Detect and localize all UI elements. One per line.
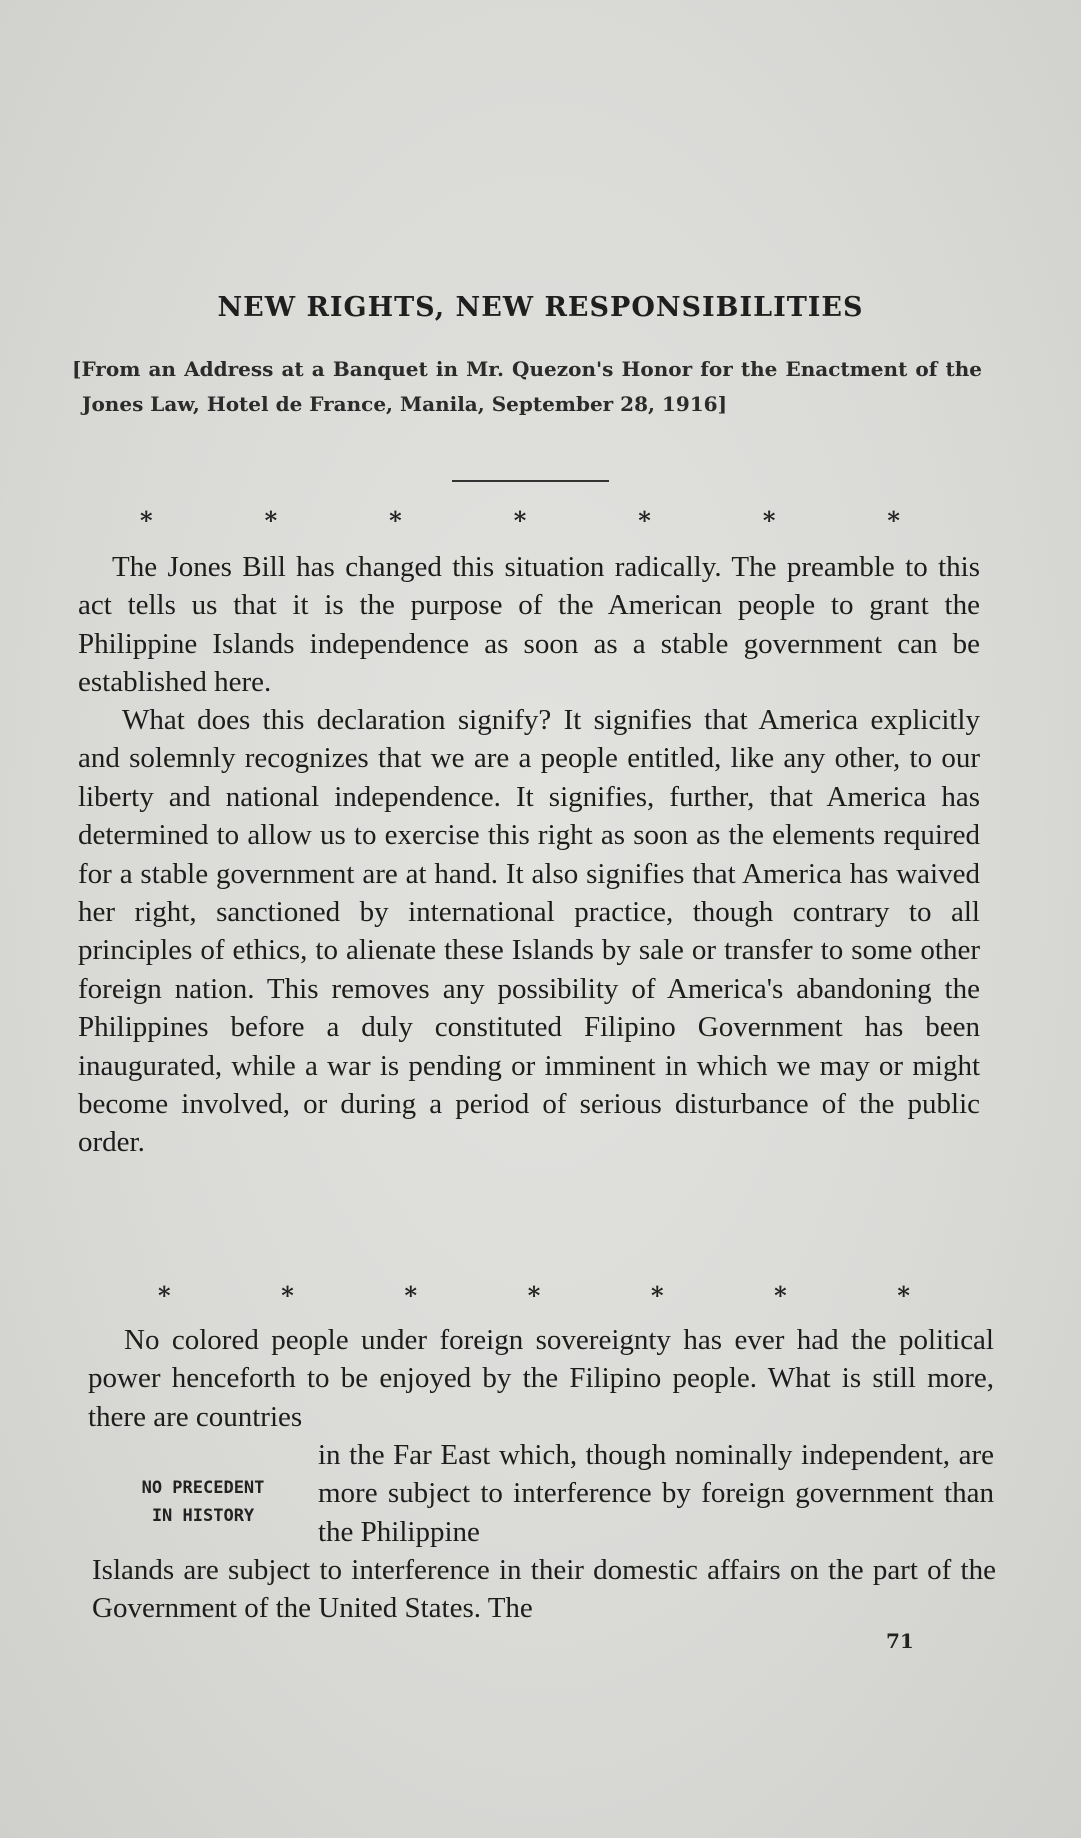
divider-rule bbox=[452, 480, 609, 482]
paragraph-2: What does this declaration signify? It signifies that America explicitly and solemnly recognizes that we are a people entitled, like any other, to our liberty and national independence. It signifies, further, that America has determined to allow us to exercise this right as soon as the elements required for a stable government are at hand. It also signifies that America has waived her right, sanctioned by international practice, though contrary to all principles of ethics, to alienate these Islands by sale or transfer to some other foreign nation. This removes any possibility of America's abandoning the Philippines before a duly constituted Filipino Government has been inaugurated, while a war is pending or imminent in which we may or might become involved, or during a period of serious disturbance of the public order. bbox=[78, 704, 980, 1159]
paragraph-3-end: Islands are subject to interference in their domestic affairs on the part of the Government of the United States. The bbox=[92, 1554, 996, 1625]
margin-sidenote bbox=[98, 1474, 308, 1530]
separator-star: * bbox=[264, 506, 278, 535]
separator-star: * bbox=[527, 1281, 541, 1310]
paragraph-3-start: No colored people under foreign sovereignty has ever had the political power henceforth to be enjoyed by the Filipino people. What is still more, there are countries bbox=[88, 1324, 994, 1433]
separator-star: * bbox=[140, 506, 153, 535]
separator-stars-bottom bbox=[158, 1281, 910, 1310]
separator-star: * bbox=[404, 1281, 418, 1310]
sidenote-line-2: IN HISTORY bbox=[151, 1506, 255, 1526]
separator-star: * bbox=[897, 1281, 910, 1310]
separator-star: * bbox=[887, 506, 900, 535]
separator-star: * bbox=[774, 1281, 787, 1310]
separator-star: * bbox=[638, 506, 651, 535]
separator-star: * bbox=[650, 1281, 664, 1310]
separator-star: * bbox=[389, 506, 402, 535]
paragraph-3-indented: in the Far East which, though nominally independent, are more subject to interference by foreign government than the Philippine bbox=[318, 1439, 994, 1548]
separator-star: * bbox=[762, 506, 776, 535]
page-number: 71 bbox=[886, 1629, 914, 1653]
sidenote-line-1: NO PRECEDENT bbox=[141, 1478, 265, 1498]
separator-star: * bbox=[281, 1281, 294, 1310]
separator-stars-top bbox=[140, 506, 900, 535]
paragraph-1: The Jones Bill has changed this situation radically. The preamble to this act tells us that it is the purpose of the American people to grant the Philippine Islands independence as soon as a stable government can be established here. bbox=[78, 551, 980, 699]
chapter-title: NEW RIGHTS, NEW RESPONSIBILITIES bbox=[217, 292, 864, 323]
separator-star: * bbox=[513, 506, 527, 535]
source-note: [From an Address at a Banquet in Mr. Quezon's Honor for the Enactment of the Jones Law, Hotel de France, Manila, September 28, 1916] bbox=[72, 357, 982, 416]
separator-star: * bbox=[158, 1281, 171, 1310]
